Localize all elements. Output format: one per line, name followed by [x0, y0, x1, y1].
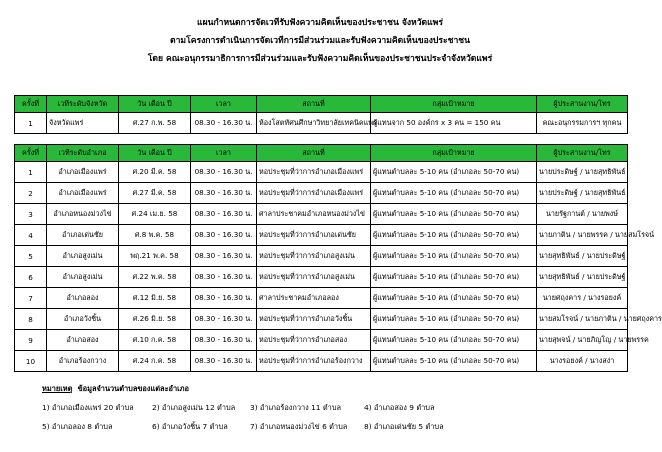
table-cell: ศาลาประชาคมอำเภอลอง: [257, 288, 371, 309]
table-cell: พฤ.21 พ.ค. 58: [119, 246, 191, 267]
table-cell: 08.30 - 16.30 น.: [191, 351, 257, 372]
table-cell: หอประชุมที่ว่าการอำเภอเด่นชัย: [257, 225, 371, 246]
table-row: [15, 204, 628, 225]
table-cell: ผู้แทนตำบลละ 5-10 คน (อำเภอละ 50-70 คน): [371, 309, 537, 330]
table-cell: นายสุทธิพันธ์ / นายประดิษฐ์: [537, 246, 628, 267]
table-cell: 08.30 - 16.30 น.: [191, 183, 257, 204]
column-header: เวทีระดับจังหวัด: [47, 96, 119, 113]
table-cell: อำเภอเด่นชัย: [47, 225, 119, 246]
table-cell: หอประชุมที่ว่าการอำเภอสูงเม่น: [257, 246, 371, 267]
table-cell: ศ.8 พ.ค. 58: [119, 225, 191, 246]
title-line-2: ตามโครงการดำเนินการจัดเวทีการมีส่วนร่วมและรับฟังความคิดเห็นของประชาชน: [170, 36, 470, 46]
column-header: สถานที่: [257, 96, 371, 113]
table-cell: ผู้แทนตำบลละ 5-10 คน (อำเภอละ 50-70 คน): [371, 267, 537, 288]
table-cell: 08.30 - 16.30 น.: [191, 267, 257, 288]
note-item: 7) อำเภอหนองม่วงไข่ 6 ตำบล: [250, 422, 348, 431]
schedule-table: [14, 95, 662, 372]
note-item: 5) อำเภอลอง 8 ตำบล: [42, 422, 113, 431]
table-cell: หอประชุมที่ว่าการอำเภอเมืองแพร่: [257, 162, 371, 183]
table-cell: ศ.27 ก.พ. 58: [119, 113, 191, 134]
column-header: สถานที่: [257, 145, 371, 162]
table-cell: ผู้แทนตำบลละ 5-10 คน (อำเภอละ 50-70 คน): [371, 183, 537, 204]
table-row: [15, 288, 628, 309]
table-cell: ผู้แทนตำบลละ 5-10 คน (อำเภอละ 50-70 คน): [371, 351, 537, 372]
table-cell: อำเภอวังชิ้น: [47, 309, 119, 330]
title-line-1: แผนกำหนดการจัดเวทีรับฟังความคิดเห็นของประชาชน จังหวัดแพร่: [197, 18, 443, 28]
table-cell: หอประชุมที่ว่าการอำเภอสอง: [257, 330, 371, 351]
table-cell: 10: [15, 351, 47, 372]
table-cell: 08.30 - 16.30 น.: [191, 113, 257, 134]
title-line-3: โดย คณะอนุกรรมาธิการการมีส่วนร่วมและรับฟังความคิดเห็นของประชาชนประจำจังหวัดแพร่: [147, 54, 493, 64]
table-cell: ผู้แทนตำบลละ 5-10 คน (อำเภอละ 50-70 คน): [371, 288, 537, 309]
notes-row-2: [42, 417, 622, 436]
table-spacer: [15, 134, 628, 145]
table-row: [15, 183, 628, 204]
column-header: ครั้งที่: [15, 145, 47, 162]
table-row: [15, 351, 628, 372]
table-cell: ผู้แทนตำบลละ 5-10 คน (อำเภอละ 50-70 คน): [371, 225, 537, 246]
note-item: 4) อำเภอสอง 9 ตำบล: [364, 403, 435, 412]
column-header: วัน เดือน ปี: [119, 96, 191, 113]
table-cell: อำเภอสูงเม่น: [47, 267, 119, 288]
note-item: 8) อำเภอเด่นชัย 5 ตำบล: [364, 422, 444, 431]
table-cell: ศาลาประชาคมอำเภอหนองม่วงไข่: [257, 204, 371, 225]
table-cell: ผู้แทนตำบลละ 5-10 คน (อำเภอละ 50-70 คน): [371, 162, 537, 183]
table-cell: นายรัฐกานต์ / นายพงษ์: [537, 204, 628, 225]
table-cell: ศ.10 ก.ค. 58: [119, 330, 191, 351]
table-cell: 1: [15, 162, 47, 183]
table-cell: นายภาติน / นายพรรค / นายสมโรจน์: [537, 225, 628, 246]
table-cell: 08.30 - 16.30 น.: [191, 246, 257, 267]
table-row: [15, 162, 628, 183]
table-cell: 6: [15, 267, 47, 288]
column-header: เวลา: [191, 145, 257, 162]
table-cell: 2: [15, 183, 47, 204]
column-header: ผู้ประสานงาน/โทร: [537, 96, 628, 113]
table-cell: 3: [15, 204, 47, 225]
table-header-row: [15, 96, 628, 113]
document-header: [0, 14, 640, 68]
table-cell: อำเภอเมืองแพร่: [47, 183, 119, 204]
table-cell: นางรอยงค์ / นางสง่า: [537, 351, 628, 372]
column-header: เวทีระดับอำเภอ: [47, 145, 119, 162]
table-cell: นายประดิษฐ์ / นายสุทธิพันธ์: [537, 183, 628, 204]
table-cell: 08.30 - 16.30 น.: [191, 309, 257, 330]
table-cell: 8: [15, 309, 47, 330]
table-cell: อำเภอร้องกวาง: [47, 351, 119, 372]
table-cell: 1: [15, 113, 47, 134]
table-row: [15, 113, 628, 134]
notes-heading: หมายเหตุ ข้อมูลจำนวนตำบลของแต่ละอำเภอ: [42, 384, 189, 393]
table-cell: 9: [15, 330, 47, 351]
table-cell: อำเภอหนองม่วงไข่: [47, 204, 119, 225]
notes-section: [42, 379, 622, 436]
table-cell: อำเภอลอง: [47, 288, 119, 309]
table-cell: อำเภอเมืองแพร่: [47, 162, 119, 183]
table-cell: หอประชุมที่ว่าการอำเภอสูงเม่น: [257, 267, 371, 288]
table-cell: 08.30 - 16.30 น.: [191, 288, 257, 309]
table-cell: นายศฤงคาร / นางรอยงค์: [537, 288, 628, 309]
table-cell: นายสุทธิพันธ์ / นายประดิษฐ์: [537, 267, 628, 288]
table-row: [15, 246, 628, 267]
column-header: กลุ่มเป้าหมาย: [371, 96, 537, 113]
table-cell: นายสมโรจน์ / นายภาติน / นายศฤงคาร: [537, 309, 628, 330]
table-cell: อำเภอสูงเม่น: [47, 246, 119, 267]
table-cell: นายสุพจน์ / นายภิญโญ / นายพรรค: [537, 330, 628, 351]
table-cell: ศ.26 มิ.ย. 58: [119, 309, 191, 330]
note-item: 6) อำเภอวังชิ้น 7 ตำบล: [152, 422, 228, 431]
table-cell: ผู้แทนตำบลละ 5-10 คน (อำเภอละ 50-70 คน): [371, 330, 537, 351]
table-cell: ศ.12 มิ.ย. 58: [119, 288, 191, 309]
table-cell: อำเภอสอง: [47, 330, 119, 351]
note-item: 3) อำเภอร้องกวาง 11 ตำบล: [250, 403, 342, 412]
table-cell: 08.30 - 16.30 น.: [191, 204, 257, 225]
table-row: [15, 267, 628, 288]
table-cell: ผู้แทนจาก 50 องค์กร x 3 คน = 150 คน: [371, 113, 537, 134]
table-cell: จังหวัดแพร่: [47, 113, 119, 134]
table-cell: นายประดิษฐ์ / นายสุทธิพันธ์: [537, 162, 628, 183]
table-cell: ศ.27 มี.ค. 58: [119, 183, 191, 204]
notes-row-1: [42, 398, 622, 417]
table-cell: 5: [15, 246, 47, 267]
table-cell: คณะอนุกรรมการฯ ทุกคน: [537, 113, 628, 134]
table-cell: 08.30 - 16.30 น.: [191, 225, 257, 246]
table-cell: 08.30 - 16.30 น.: [191, 330, 257, 351]
table-cell: ศ.24 เม.ย. 58: [119, 204, 191, 225]
column-header: กลุ่มเป้าหมาย: [371, 145, 537, 162]
table-cell: หอประชุมที่ว่าการอำเภอร้องกวาง: [257, 351, 371, 372]
note-item: 1) อำเภอเมืองแพร่ 20 ตำบล: [42, 403, 134, 412]
table-cell: หอประชุมที่ว่าการอำเภอเมืองแพร่: [257, 183, 371, 204]
table-cell: ศ.22 พ.ค. 58: [119, 267, 191, 288]
column-header: ผู้ประสานงาน/โทร: [537, 145, 628, 162]
table-cell: ผู้แทนตำบลละ 5-10 คน (อำเภอละ 50-70 คน): [371, 246, 537, 267]
column-header: ครั้งที่: [15, 96, 47, 113]
table-header-row: [15, 145, 628, 162]
table-cell: ผู้แทนตำบลละ 5-10 คน (อำเภอละ 50-70 คน): [371, 204, 537, 225]
table-cell: 4: [15, 225, 47, 246]
table-row: [15, 330, 628, 351]
table-cell: หอประชุมที่ว่าการอำเภอวังชิ้น: [257, 309, 371, 330]
table-cell: 08.30 - 16.30 น.: [191, 162, 257, 183]
table-row: [15, 309, 628, 330]
table-cell: 7: [15, 288, 47, 309]
note-item: 2) อำเภอสูงเม่น 12 ตำบล: [152, 403, 236, 412]
table-row: [15, 225, 628, 246]
column-header: เวลา: [191, 96, 257, 113]
table-cell: ห้องโสตทัศนศึกษาวิทยาลัยเทคนิคแพร่: [257, 113, 371, 134]
table-cell: ศ.20 มี.ค. 58: [119, 162, 191, 183]
table-cell: ศ.24 ก.ค. 58: [119, 351, 191, 372]
column-header: วัน เดือน ปี: [119, 145, 191, 162]
